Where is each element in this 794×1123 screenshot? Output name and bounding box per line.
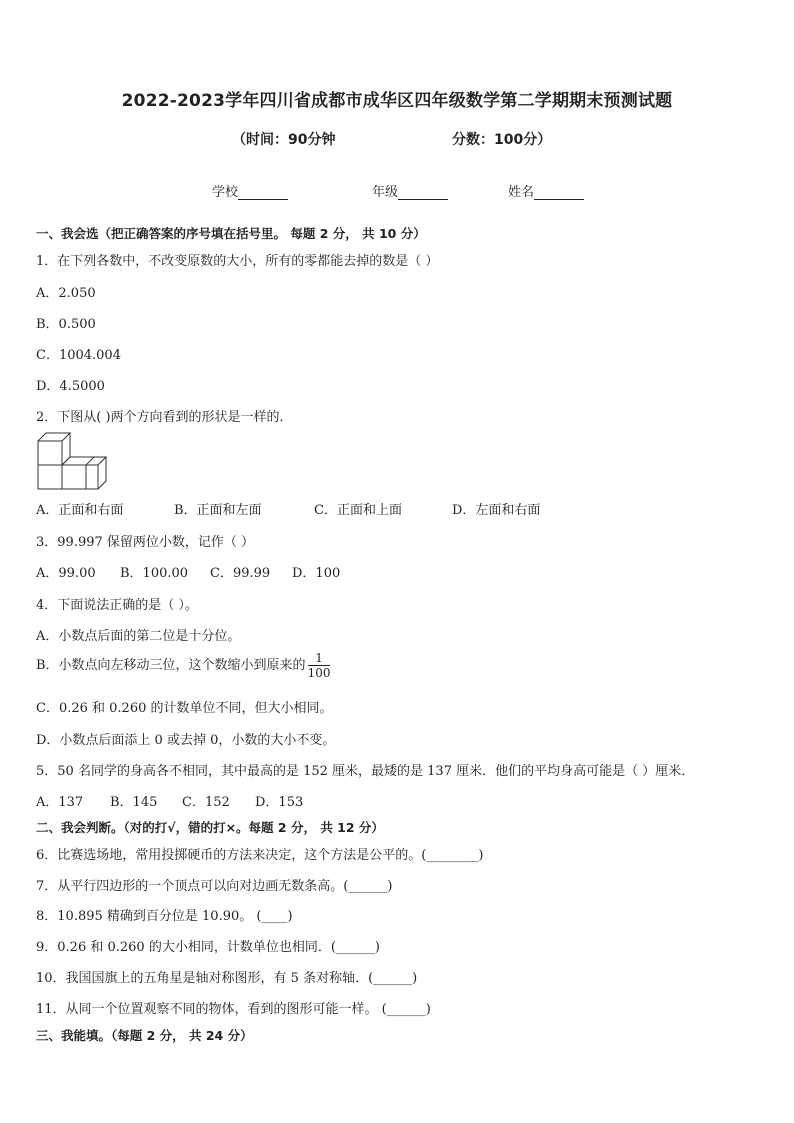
q5-option-b: B．145 <box>110 795 158 810</box>
grade-blank <box>398 185 448 200</box>
cube-top-face-lower <box>62 457 106 465</box>
q3-option-c: C．99.99 <box>210 566 271 581</box>
grade-field <box>372 181 448 200</box>
q3-option-b: B．100.00 <box>120 566 189 581</box>
name-field <box>508 181 584 200</box>
cube-front-bottom-left <box>38 465 62 489</box>
cube-front-bottom-right <box>86 465 98 489</box>
q4-option-a: A．小数点后面的第二位是十分位。 <box>36 629 241 644</box>
q4-stem: 4．下面说法正确的是（ ）。 <box>36 598 198 613</box>
school-label: 学校 <box>212 185 239 200</box>
q6-item: 6．比赛选场地，常用投掷硬币的方法来决定，这个方法是公平的。(________) <box>36 848 484 863</box>
exam-time: （时间：90分钟 <box>232 132 336 148</box>
fraction-one-hundredth <box>308 651 331 680</box>
q3-stem: 3．99.997 保留两位小数，记作（ ） <box>36 535 255 550</box>
q8-item: 8．10.895 精确到百分位是 10.90。 (____) <box>36 909 293 924</box>
q5-stem: 5．50 名同学的身高各不相同，其中最高的是 152 厘米，最矮的是 137 厘米．他们的平均身高可能是（ ）厘米． <box>36 764 695 779</box>
cube-front-top-left <box>38 441 62 465</box>
q7-item: 7．从平行四边形的一个顶点可以向对边画无数条高。(______) <box>36 879 393 894</box>
q4-option-b-text: B．小数点向左移动三位，这个数缩小到原来的 <box>36 658 306 673</box>
exam-score: 分数：100分） <box>452 132 552 148</box>
grade-label: 年级 <box>372 185 399 200</box>
section3-heading: 三、我能填。（每题 2 分， 共 24 分） <box>36 1028 253 1043</box>
q4-option-d: D．小数点后面添上 0 或去掉 0，小数的大小不变。 <box>36 733 336 748</box>
q5-option-a: A．137 <box>36 795 84 810</box>
q3-option-d: D．100 <box>292 566 341 581</box>
q2-option-b: B．正面和左面 <box>174 503 262 518</box>
q3-option-a: A．99.00 <box>36 566 96 581</box>
q4-option-c: C．0.26 和 0.260 的计数单位不同，但大小相同。 <box>36 701 333 716</box>
name-blank <box>534 185 584 200</box>
fraction-numerator: 1 <box>308 651 331 666</box>
cube-front-bottom-mid <box>62 465 86 489</box>
page-title: 2022-2023学年四川省成都市成华区四年级数学第二学期期末预测试题 <box>121 91 673 111</box>
cube-figure <box>36 429 110 493</box>
q10-item: 10．我国国旗上的五角星是轴对称图形，有 5 条对称轴．(______) <box>36 971 418 986</box>
q11-item: 11．从同一个位置观察不同的物体，看到的图形可能一样。 (______) <box>36 1002 431 1017</box>
q2-stem: 2．下图从( )两个方向看到的形状是一样的． <box>36 410 293 425</box>
name-label: 姓名 <box>508 185 535 200</box>
q2-option-d: D．左面和右面 <box>452 503 541 518</box>
q1-stem: 1．在下列各数中，不改变原数的大小，所有的零都能去掉的数是（ ） <box>36 254 439 269</box>
cube-side-face-upper <box>62 433 70 465</box>
q1-option-a: A．2.050 <box>36 286 96 301</box>
fraction-denominator: 100 <box>307 666 331 680</box>
q1-option-d: D．4.5000 <box>36 379 105 394</box>
cube-top-face-upper <box>38 433 70 441</box>
q5-option-c: C．152 <box>182 795 230 810</box>
section1-heading: 一、我会选（把正确答案的序号填在括号里。 每题 2 分， 共 10 分） <box>36 226 426 241</box>
cube-side-face-lower <box>98 457 106 489</box>
q2-option-c: C．正面和上面 <box>314 503 402 518</box>
school-blank <box>238 185 288 200</box>
q9-item: 9．0.26 和 0.260 的大小相同，计数单位也相同．(______) <box>36 940 380 955</box>
q1-option-c: C．1004.004 <box>36 348 121 363</box>
q1-option-b: B．0.500 <box>36 317 96 332</box>
q2-option-a: A．正面和右面 <box>36 503 124 518</box>
school-field <box>212 181 288 200</box>
q4-option-b <box>36 651 330 680</box>
section2-heading: 二、我会判断。（对的打√，错的打×。每题 2 分， 共 12 分） <box>36 820 384 835</box>
q5-option-d: D．153 <box>255 795 304 810</box>
